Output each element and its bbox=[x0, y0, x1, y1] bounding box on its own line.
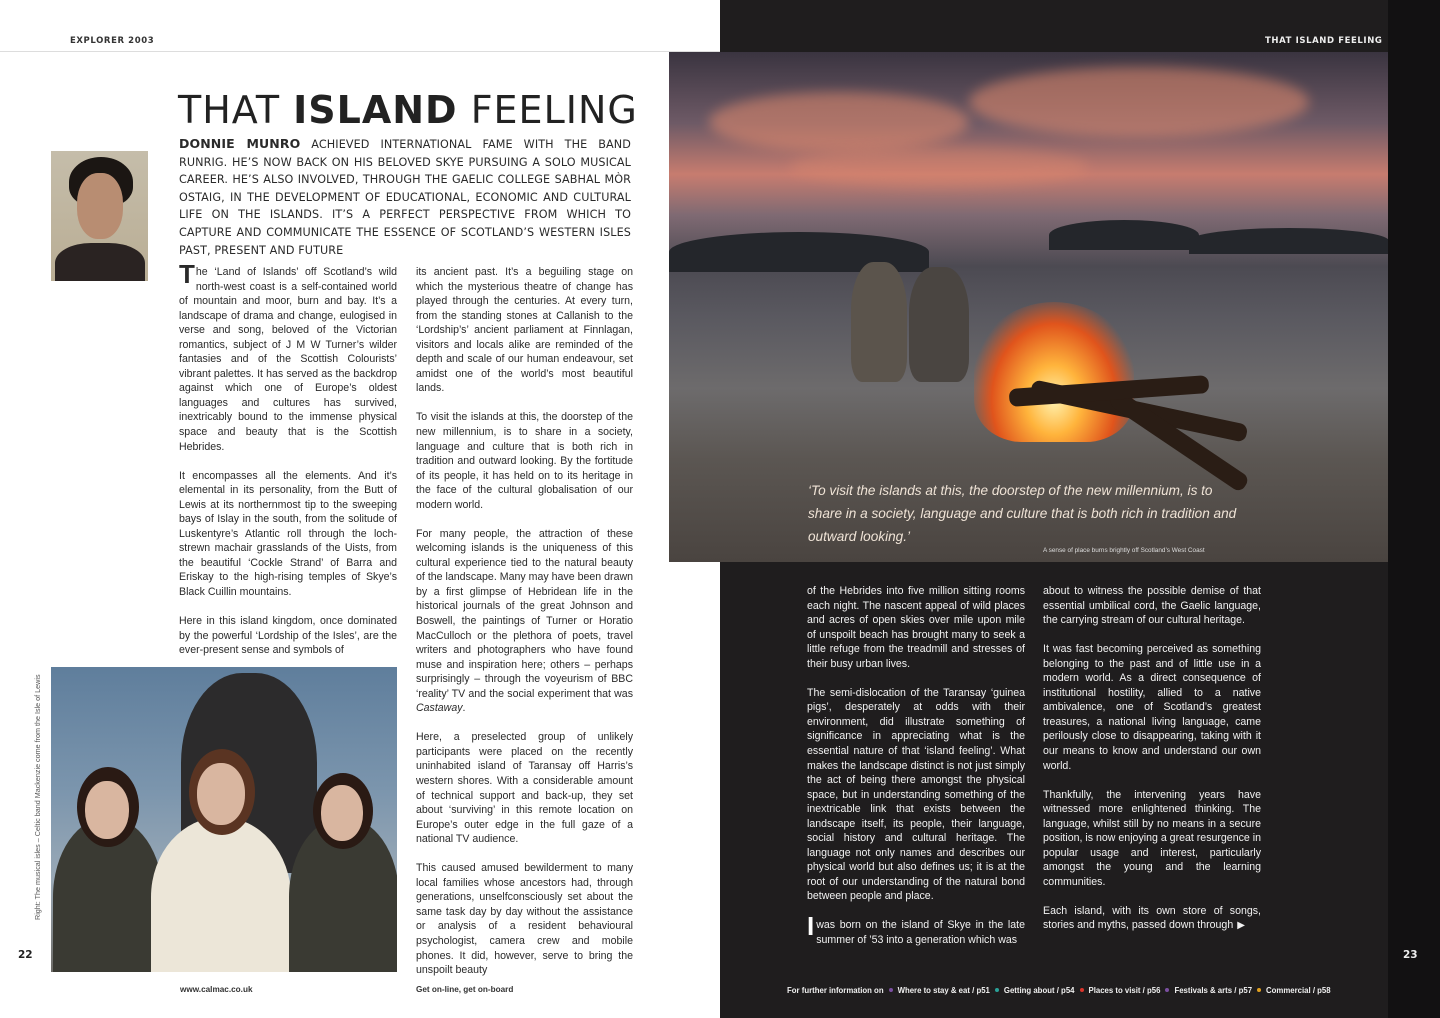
body-column-4 bbox=[1043, 584, 1261, 948]
col2-p3-end: . bbox=[462, 702, 466, 715]
bullet-dot-icon bbox=[1165, 988, 1169, 992]
sunset-cloud bbox=[789, 147, 1089, 187]
body-column-1 bbox=[179, 259, 397, 672]
portrait-body bbox=[55, 243, 145, 281]
col2-p3-text: For many people, the attraction of these welcoming islands is the uniqueness of this cultural experience tied to the natural beauty of the landscape. Many may have been drawn by a first glimpse of Hebridean life in the historical journals of the great Johnson and Boswell, the paintings of Turner or Horatio MacCulloch or the plethora of poets, travel writers and photographers who have found muse and inspiration here; others – perhaps surprisingly – through the voyeurism of BBC ‘reality’ TV and the social experiment that was bbox=[416, 527, 633, 700]
col2-p5: This caused amused bewilderment to many local families whose ancestors had, through generations, unselfconsciously set about the same task day by day without the assistance or analysis of a resident behavioural psychologist, camera crew and mobile phones. It did, however, serve to bring the unspoilt beauty bbox=[416, 862, 633, 977]
footer-url-link[interactable]: www.calmac.co.uk bbox=[180, 985, 253, 994]
band-member-face bbox=[321, 785, 363, 841]
campfire-caption: A sense of place burns brightly off Scotland’s West Coast bbox=[1043, 547, 1205, 554]
col3-p1: of the Hebrides into five million sitting rooms each night. The nascent appeal of wild places and acres of open skies over mile upon mile of unspoilt beach has brought many to seek a little refuge from the treadmill and stresses of their busy urban lives. bbox=[807, 585, 1025, 670]
footer-tagline: Get on-line, get on-board bbox=[416, 985, 514, 994]
band-member-face bbox=[197, 763, 245, 825]
right-edge-strip bbox=[1388, 0, 1440, 1018]
footer-link[interactable]: Getting about / p54 bbox=[1003, 986, 1075, 995]
body-column-2 bbox=[416, 265, 633, 992]
body-column-3 bbox=[807, 584, 1025, 962]
col1-p3: Here in this island kingdom, once dominated by the powerful ‘Lordship of the Isles’, are the ever-present sense and symbols of bbox=[179, 615, 397, 657]
campfire-flames bbox=[974, 302, 1134, 442]
sunset-cloud bbox=[709, 92, 969, 152]
portrait-face bbox=[77, 173, 123, 239]
bullet-dot-icon bbox=[1080, 988, 1084, 992]
drop-cap-i: I bbox=[807, 911, 815, 942]
band-caption: Right: The musical isles – Celtic band Mackenzie come from the Isle of Lewis bbox=[33, 674, 42, 920]
drop-cap-t: T bbox=[179, 259, 195, 289]
sunset-cloud bbox=[969, 67, 1309, 137]
bullet-dot-icon bbox=[995, 988, 999, 992]
band-member-shawl bbox=[151, 817, 291, 972]
col1-p1: he ‘Land of Islands’ off Scotland’s wild north-west coast is a self-contained world of mountain and moor, burn and bay. It’s a landscape of drama and change, eulogised in verse and song, beloved of the Victorian romantics, subject of J M W Turner’s wilder fantasies and of the Scottish Colourists’ vibrant palettes. It has served as the backdrop against which one of Europe’s oldest languages and cultures has survived, inextricably bound to the immense physical space and beauty that is the Scottish Hebrides. bbox=[179, 266, 397, 453]
footer-link[interactable]: Festivals & arts / p57 bbox=[1174, 986, 1253, 995]
col2-p4: Here, a preselected group of unlikely participants were placed on the recently uninhabited island of Taransay off Harris’s western shores. With a considerable amount of technical support and back-up, they set about ‘surviving’ in this remote location on Europe’s outer edge in the full gaze of a national TV audience. bbox=[416, 731, 633, 846]
standfirst-text: ACHIEVED INTERNATIONAL FAME WITH THE BAND RUNRIG. HE’S NOW BACK ON HIS BELOVED SKYE PURSUING A SOLO MUSICAL CAREER. HE’S ALSO INVOLVED, THROUGH THE GAELIC COLLEGE SABHAL MÒR OSTAIG, IN THE DEVELOPMENT OF EDUCATIONAL, ECONOMIC AND CULTURAL LIFE ON THE ISLANDS. IT’S A PERFECT PERSPECTIVE FROM WHICH TO CAPTURE AND COMMUNICATE THE ESSENCE OF SCOTLAND’S WESTERN ISLES PAST, PRESENT AND FUTURE bbox=[179, 138, 631, 257]
article-title bbox=[178, 88, 638, 132]
bullet-dot-icon bbox=[889, 988, 893, 992]
standfirst bbox=[179, 135, 631, 259]
title-bold: ISLAND bbox=[293, 88, 458, 132]
driftwood-log bbox=[1108, 389, 1251, 493]
band-member-face bbox=[85, 781, 129, 839]
footer-link[interactable]: Where to stay & eat / p51 bbox=[897, 986, 990, 995]
footer-info-links bbox=[787, 986, 1331, 995]
seated-person bbox=[909, 267, 969, 382]
band-photo bbox=[51, 667, 397, 972]
page-number-left: 22 bbox=[18, 949, 33, 961]
col4-p1: about to witness the possible demise of that essential umbilical cord, the Gaelic language, the carrying stream of our cultural heritage. bbox=[1043, 585, 1261, 627]
col4-p4: Each island, with its own store of songs, stories and myths, passed down through bbox=[1043, 904, 1261, 932]
col2-p2: To visit the islands at this, the doorstep of the new millennium, is to share in a society, language and culture that is both rich in tradition and outward looking. By the fortitude of its people, it has held on to its heritage in the face of the cultural globalisation of our modern world. bbox=[416, 411, 633, 511]
col4-p2: It was fast becoming perceived as something belonging to the past and of little use in a modern world. As a direct consequence of institutional hostility, allied to a native ambivalence, one of Scotland’s greatest treasures, a national living language, came perilously close to disappearing, taking with it our means to know and understand our own world. bbox=[1043, 643, 1261, 772]
title-part-1: THAT bbox=[178, 88, 294, 132]
running-header-right: THAT ISLAND FEELING bbox=[1265, 36, 1383, 46]
col2-p1: its ancient past. It’s a beguiling stage on which the mysterious theatre of change has played through the centuries. At every turn, from the standing stones at Callanish to the ‘Lordship’s’ ancient parliament at Finnlagan, visitors and locals alike are reminded of the depth and scale of our human endeavour, set amidst one of the world’s most beautiful lands. bbox=[416, 266, 633, 395]
header-rule bbox=[0, 51, 720, 52]
distant-hill bbox=[1049, 220, 1199, 250]
col1-p2: It encompasses all the elements. And it’s elemental in its personality, from the Butt of Lewis at its northernmost tip to the sweeping bays of Islay in the south, from the solitude of Luskentyre’s Atlantic roll through the loch-strewn machair grasslands of the Uists, from the beautiful ‘Cockle Strand’ of Barra and Eriskay to the high-rising temples of Skye’s Black Cuillin mountains. bbox=[179, 469, 397, 598]
footer-intro: For further information on bbox=[787, 986, 884, 995]
pull-quote: ‘To visit the islands at this, the doorstep of the new millennium, is to share in a society, language and culture that is both rich in tradition and outward looking.’ bbox=[808, 483, 1237, 544]
footer-link[interactable]: Commercial / p58 bbox=[1266, 986, 1331, 995]
portrait-photo bbox=[51, 151, 148, 281]
col3-p2: The semi-dislocation of the Taransay ‘guinea pigs’, desperately at odds with their environment, did illustrate something of significance in appreciating what is the essential nature of that ‘island feeling’. What makes the landscape distinct is not just simply the act of being there amongst the physical space, but in understanding something of the inextricable link that exists between the landscape itself, its people, their language, social history and cultural heritage. The language not only names and describes our physical world but also defines us; it is at the root of our understanding of the natural bond between people and place. bbox=[807, 686, 1025, 903]
col4-p3: Thankfully, the intervening years have witnessed more enlightened thinking. The language, whilst still by no means in a secure position, is now enjoying a great resurgence in popular usage and interest, particularly amongst the young and the learning communities. bbox=[1043, 788, 1261, 888]
standfirst-name: DONNIE MUNRO bbox=[179, 136, 301, 151]
distant-hill bbox=[1189, 228, 1388, 254]
bullet-dot-icon bbox=[1257, 988, 1261, 992]
col2-p3-italic: Castaway bbox=[416, 702, 463, 715]
continue-arrow-icon: ▶ bbox=[1237, 920, 1245, 932]
footer-link[interactable]: Places to visit / p56 bbox=[1088, 986, 1161, 995]
running-header-left: EXPLORER 2003 bbox=[70, 36, 155, 46]
col3-p3: was born on the island of Skye in the late summer of ’53 into a generation which was bbox=[816, 919, 1025, 947]
col2-p3 bbox=[416, 527, 633, 716]
title-part-2: FEELING bbox=[457, 88, 638, 132]
page-number-right: 23 bbox=[1403, 949, 1418, 961]
seated-person bbox=[851, 262, 907, 382]
